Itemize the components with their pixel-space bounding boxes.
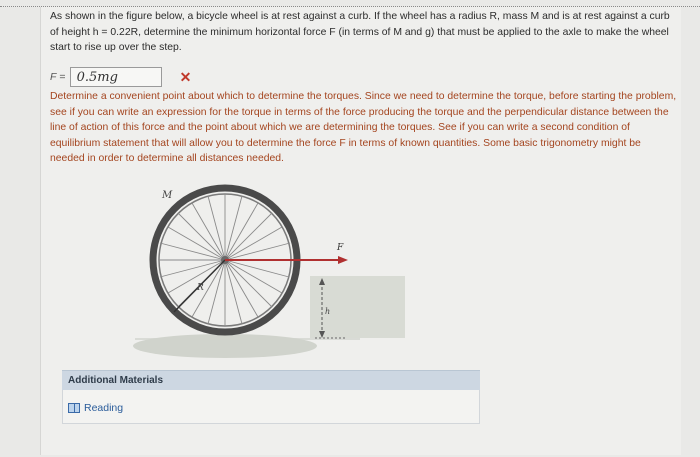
hint-text: Determine a convenient point about which to determine the torques. Since we need to determine the torque, before starting the problem, see if you can write an expression for the torque in terms of the force producing the torque and the perpendicular distance between the line of action of this force and the point about which we are determining the torques. See if you can write a second condition of equilibrium statement that will allow you to determine the force F in terms of known quantities. Some basic trigonometry might be needed in order to determine all distances needed. — [50, 91, 677, 164]
mass-label: M — [162, 190, 173, 201]
additional-materials-header: Additional Materials — [62, 370, 480, 390]
book-icon — [68, 403, 80, 413]
force-arrowhead — [338, 256, 348, 264]
answer-equals: = — [59, 71, 66, 83]
reading-link-label: Reading — [84, 402, 124, 414]
radius-label: R — [197, 283, 204, 293]
wheel-curb-figure — [130, 178, 420, 368]
reading-link[interactable] — [68, 402, 123, 414]
answer-input[interactable]: 0.5mg — [70, 67, 162, 87]
height-label: h — [325, 307, 331, 316]
top-dotted-border — [0, 0, 700, 7]
force-label: F — [337, 243, 344, 253]
answer-label: F — [50, 71, 57, 83]
answer-row — [50, 66, 191, 88]
ground-shadow — [133, 334, 317, 358]
question-text: As shown in the figure below, a bicycle wheel is at rest against a curb. If the wheel has a radius R, mass M and is at rest against a curb of height h = 0.22R, determine the minimum horizontal force F (in terms of M and g) that must be applied to the axle to make the wheel start to rise up over the step. — [50, 11, 670, 53]
additional-materials-body — [62, 390, 480, 424]
x-mark-icon: ✕ — [179, 68, 192, 85]
figure-svg — [130, 178, 420, 368]
